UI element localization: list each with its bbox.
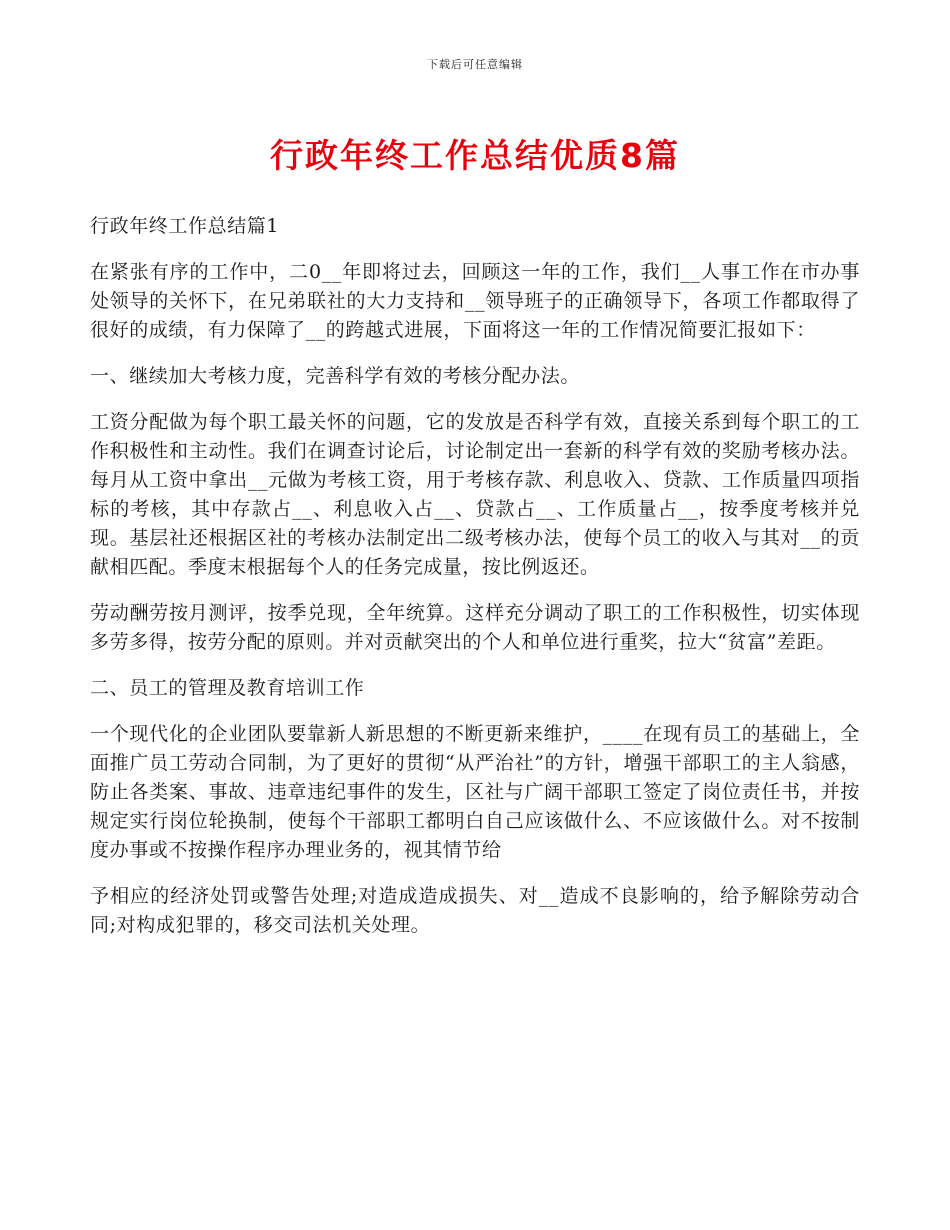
document-title: 行政年终工作总结优质8篇 bbox=[270, 136, 680, 175]
section-heading: 一、继续加大考核力度，完善科学有效的考核分配办法。 bbox=[90, 365, 581, 387]
document-body bbox=[90, 212, 860, 957]
section-heading: 行政年终工作总结篇1 bbox=[90, 215, 280, 237]
body-paragraph: 在紧张有序的工作中，二0__年即将过去，回顾这一年的工作，我们__人事工作在市办事处领导的关怀下，在兄弟联社的大力支持和__领导班子的正确领导下，各项工作都取得了很好的成绩，有力保障了__的跨越式进展，下面将这一年的工作情况简要汇报如下： bbox=[90, 261, 860, 341]
body-paragraph: 工资分配做为每个职工最关怀的问题，它的发放是否科学有效，直接关系到每个职工的工作积极性和主动性。我们在调查讨论后，讨论制定出一套新的科学有效的奖励考核办法。每月从工资中拿出__元做为考核工资，用于考核存款、利息收入、贷款、工作质量四项指标的考核，其中存款占__、利息收入占__、贷款占__、工作质量占__，按季度考核并兑现。基层社还根据区社的考核办法制定出二级考核办法，使每个员工的收入与其对__的贡献相匹配。季度末根据每个人的任务完成量，按比例返还。 bbox=[90, 411, 860, 578]
body-paragraph: 一个现代化的企业团队要靠新人新思想的不断更新来维护，____在现有员工的基础上，全面推广员工劳动合同制，为了更好的贯彻“从严治社”的方针，增强干部职工的主人翁感，防止各类案、事故、违章违纪事件的发生，区社与广阔干部职工签定了岗位责任书，并按规定实行岗位轮换制，使每个干部职工都明白自己应该做什么、不应该做什么。对不按制度办事或不按操作程序办理业务的，视其情节给 bbox=[90, 723, 860, 861]
body-paragraph: 劳动酬劳按月测评，按季兑现，全年统算。这样充分调动了职工的工作积极性，切实体现多劳多得，按劳分配的原则。并对贡献突出的个人和单位进行重奖，拉大“贫富”差距。 bbox=[90, 602, 860, 653]
body-paragraph: 予相应的经济处罚或警告处理;对造成造成损失、对__造成不良影响的，给予解除劳动合同;对构成犯罪的，移交司法机关处理。 bbox=[90, 885, 860, 936]
header-note: 下载后可任意编辑 bbox=[427, 58, 523, 71]
section-heading: 二、员工的管理及教育培训工作 bbox=[90, 677, 365, 699]
